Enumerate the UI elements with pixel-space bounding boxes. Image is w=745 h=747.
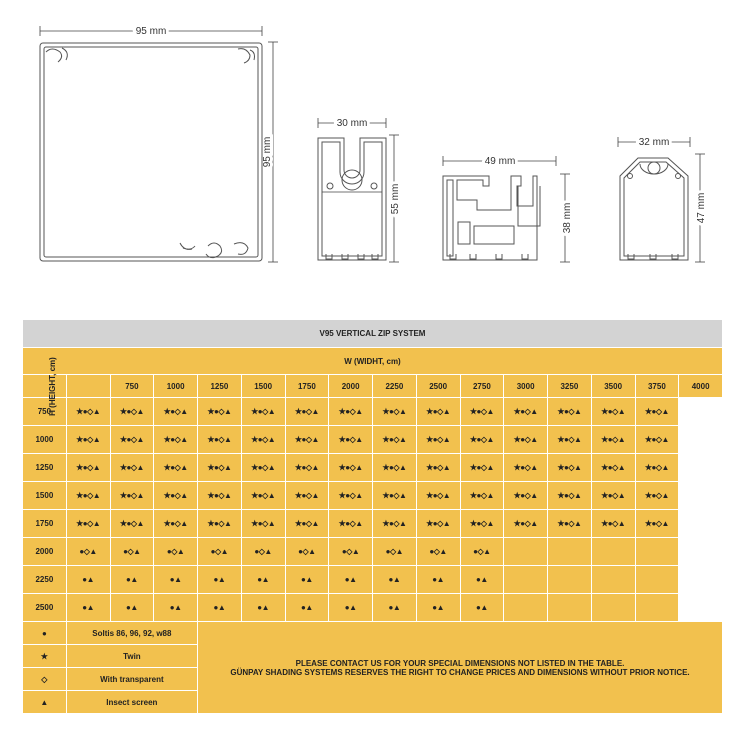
availability-cell: ★●◇▲ xyxy=(66,398,110,426)
availability-cell: ★●◇▲ xyxy=(154,426,198,454)
availability-cell: ●▲ xyxy=(110,566,154,594)
availability-cell: ●▲ xyxy=(110,594,154,622)
availability-cell: ●▲ xyxy=(329,594,373,622)
profile-4-width-label: 32 mm xyxy=(638,137,670,148)
availability-cell: ●◇▲ xyxy=(241,538,285,566)
legend-symbol: ◇ xyxy=(23,668,67,691)
availability-cell: ★●◇▲ xyxy=(548,398,592,426)
availability-cell: ★●◇▲ xyxy=(504,426,548,454)
table-row xyxy=(23,482,723,510)
availability-cell: ★●◇▲ xyxy=(241,426,285,454)
availability-cell: ★●◇▲ xyxy=(154,482,198,510)
availability-cell: ★●◇▲ xyxy=(110,398,154,426)
availability-cell: ★●◇▲ xyxy=(241,510,285,538)
width-column-header: 3750 xyxy=(635,375,679,398)
availability-cell: ★●◇▲ xyxy=(373,454,417,482)
availability-cell: ★●◇▲ xyxy=(460,398,504,426)
availability-cell: ●▲ xyxy=(154,566,198,594)
legend-label: Twin xyxy=(66,645,197,668)
width-column-header: 2750 xyxy=(460,375,504,398)
availability-cell: ★●◇▲ xyxy=(154,510,198,538)
table-row xyxy=(23,454,723,482)
availability-cell xyxy=(548,566,592,594)
availability-cell: ★●◇▲ xyxy=(635,510,679,538)
availability-cell: ★●◇▲ xyxy=(416,426,460,454)
height-row-header: 1750 xyxy=(23,510,67,538)
availability-cell: ★●◇▲ xyxy=(110,454,154,482)
legend-label: With transparent xyxy=(66,668,197,691)
availability-cell: ★●◇▲ xyxy=(66,454,110,482)
table-row xyxy=(23,510,723,538)
availability-cell: ★●◇▲ xyxy=(329,510,373,538)
availability-cell: ★●◇▲ xyxy=(416,454,460,482)
availability-cell: ★●◇▲ xyxy=(548,426,592,454)
table-row xyxy=(23,594,723,622)
legend-label: Soltis 86, 96, 92, w88 xyxy=(66,622,197,645)
availability-cell: ★●◇▲ xyxy=(285,454,329,482)
availability-cell: ★●◇▲ xyxy=(285,482,329,510)
availability-cell: ★●◇▲ xyxy=(416,482,460,510)
notice-text xyxy=(198,622,723,714)
availability-cell: ●▲ xyxy=(154,594,198,622)
height-header: H (HEIGHT, cm) xyxy=(47,356,57,416)
legend-symbol: ★ xyxy=(23,645,67,668)
availability-cell: ★●◇▲ xyxy=(373,426,417,454)
width-column-header: 2000 xyxy=(329,375,373,398)
availability-cell: ●▲ xyxy=(416,566,460,594)
availability-cell: ★●◇▲ xyxy=(460,454,504,482)
availability-cell: ★●◇▲ xyxy=(110,482,154,510)
width-column-header: 1000 xyxy=(154,375,198,398)
availability-cell: ●◇▲ xyxy=(154,538,198,566)
availability-cell: ★●◇▲ xyxy=(635,398,679,426)
profile-3-height-label: 38 mm xyxy=(562,202,573,234)
availability-cell: ★●◇▲ xyxy=(285,398,329,426)
table-row xyxy=(23,398,723,426)
availability-cell: ★●◇▲ xyxy=(635,426,679,454)
availability-cell: ●▲ xyxy=(460,594,504,622)
availability-cell: ★●◇▲ xyxy=(66,482,110,510)
width-column-header: 1250 xyxy=(198,375,242,398)
availability-cell: ●◇▲ xyxy=(416,538,460,566)
availability-cell: ★●◇▲ xyxy=(198,454,242,482)
table-row xyxy=(23,538,723,566)
availability-cell: ★●◇▲ xyxy=(110,426,154,454)
width-column-header: 3000 xyxy=(504,375,548,398)
availability-cell xyxy=(504,566,548,594)
availability-cell: ★●◇▲ xyxy=(548,454,592,482)
width-column-header: 4000 xyxy=(679,375,723,398)
availability-cell: ★●◇▲ xyxy=(154,454,198,482)
availability-cell: ★●◇▲ xyxy=(154,398,198,426)
availability-cell: ★●◇▲ xyxy=(329,398,373,426)
table-title: V95 VERTICAL ZIP SYSTEM xyxy=(23,320,723,348)
availability-cell: ★●◇▲ xyxy=(416,510,460,538)
availability-cell: ●▲ xyxy=(329,566,373,594)
availability-cell: ●◇▲ xyxy=(198,538,242,566)
availability-cell xyxy=(591,594,635,622)
height-row-header: 2000 xyxy=(23,538,67,566)
availability-cell xyxy=(635,566,679,594)
availability-cell: ★●◇▲ xyxy=(373,398,417,426)
availability-cell: ★●◇▲ xyxy=(591,454,635,482)
availability-cell: ●▲ xyxy=(373,566,417,594)
availability-cell: ★●◇▲ xyxy=(110,510,154,538)
availability-cell: ●◇▲ xyxy=(329,538,373,566)
availability-cell: ★●◇▲ xyxy=(504,398,548,426)
availability-cell: ★●◇▲ xyxy=(285,510,329,538)
availability-cell: ★●◇▲ xyxy=(241,398,285,426)
availability-cell: ●◇▲ xyxy=(66,538,110,566)
width-column-header: 2250 xyxy=(373,375,417,398)
availability-cell: ●◇▲ xyxy=(460,538,504,566)
availability-cell: ★●◇▲ xyxy=(241,454,285,482)
availability-cell: ●◇▲ xyxy=(285,538,329,566)
availability-cell: ★●◇▲ xyxy=(373,482,417,510)
availability-cell: ●▲ xyxy=(285,594,329,622)
availability-cell: ●▲ xyxy=(416,594,460,622)
availability-cell xyxy=(591,566,635,594)
width-column-header: 750 xyxy=(110,375,154,398)
availability-cell: ●▲ xyxy=(285,566,329,594)
availability-cell: ●▲ xyxy=(198,594,242,622)
availability-cell: ★●◇▲ xyxy=(591,398,635,426)
availability-cell: ●◇▲ xyxy=(373,538,417,566)
availability-cell: ★●◇▲ xyxy=(504,454,548,482)
notice-line-1: PLEASE CONTACT US FOR YOUR SPECIAL DIMENSIONS NOT LISTED IN THE TABLE. xyxy=(295,658,625,668)
width-column-header: 1500 xyxy=(241,375,285,398)
availability-cell: ★●◇▲ xyxy=(198,510,242,538)
availability-cell: ●▲ xyxy=(66,594,110,622)
profile-4-height-label: 47 mm xyxy=(696,192,707,224)
availability-cell: ★●◇▲ xyxy=(198,398,242,426)
availability-cell: ★●◇▲ xyxy=(198,482,242,510)
availability-cell: ★●◇▲ xyxy=(66,426,110,454)
legend-row xyxy=(23,622,723,645)
availability-cell xyxy=(635,538,679,566)
availability-cell: ★●◇▲ xyxy=(416,398,460,426)
availability-cell: ●▲ xyxy=(373,594,417,622)
profile-95x95 xyxy=(40,26,278,262)
profile-drawings xyxy=(0,0,745,300)
availability-cell: ★●◇▲ xyxy=(329,482,373,510)
table-row xyxy=(23,426,723,454)
availability-cell: ★●◇▲ xyxy=(66,510,110,538)
availability-cell: ●▲ xyxy=(241,594,285,622)
availability-cell: ●▲ xyxy=(198,566,242,594)
availability-cell xyxy=(635,594,679,622)
availability-cell: ★●◇▲ xyxy=(635,454,679,482)
availability-cell xyxy=(504,594,548,622)
availability-cell: ●▲ xyxy=(460,566,504,594)
profile-2-height-label: 55 mm xyxy=(390,183,401,215)
profile-1-height-label: 95 mm xyxy=(262,136,273,168)
height-row-header: 2250 xyxy=(23,566,67,594)
profile-49x38 xyxy=(443,156,573,262)
availability-cell: ★●◇▲ xyxy=(591,426,635,454)
availability-cell xyxy=(548,594,592,622)
height-row-header: 750 xyxy=(23,398,67,426)
availability-cell: ★●◇▲ xyxy=(460,510,504,538)
availability-cell: ★●◇▲ xyxy=(329,454,373,482)
availability-cell: ★●◇▲ xyxy=(591,482,635,510)
profile-1-width-label: 95 mm xyxy=(135,26,167,37)
availability-cell: ●▲ xyxy=(241,566,285,594)
height-row-header: 2500 xyxy=(23,594,67,622)
availability-cell: ★●◇▲ xyxy=(591,510,635,538)
height-row-header: 1000 xyxy=(23,426,67,454)
availability-cell: ★●◇▲ xyxy=(548,482,592,510)
width-column-header: 3500 xyxy=(591,375,635,398)
profile-32x47 xyxy=(618,137,707,262)
availability-cell xyxy=(504,538,548,566)
notice-line-2: GÜNPAY SHADING SYSTEMS RESERVES THE RIGHT TO CHANGE PRICES AND DIMENSIONS WITHOUT PRIOR NOTICE. xyxy=(230,667,690,677)
availability-cell: ●▲ xyxy=(66,566,110,594)
availability-cell: ★●◇▲ xyxy=(548,510,592,538)
availability-cell: ★●◇▲ xyxy=(635,482,679,510)
legend-symbol: ● xyxy=(23,622,67,645)
availability-cell: ★●◇▲ xyxy=(285,426,329,454)
availability-cell: ★●◇▲ xyxy=(460,482,504,510)
table-corner xyxy=(66,375,110,398)
profile-2-width-label: 30 mm xyxy=(336,118,368,129)
width-column-header: 3250 xyxy=(548,375,592,398)
width-header: W (WIDHT, cm) xyxy=(23,348,723,375)
availability-cell xyxy=(548,538,592,566)
availability-cell: ★●◇▲ xyxy=(329,426,373,454)
availability-cell: ★●◇▲ xyxy=(460,426,504,454)
availability-cell xyxy=(591,538,635,566)
availability-cell: ★●◇▲ xyxy=(373,510,417,538)
zip-system-table xyxy=(22,319,723,714)
profile-30x55 xyxy=(318,118,401,262)
width-column-header: 1750 xyxy=(285,375,329,398)
height-row-header: 1500 xyxy=(23,482,67,510)
legend-symbol: ▲ xyxy=(23,691,67,714)
width-column-header: 2500 xyxy=(416,375,460,398)
availability-cell: ●◇▲ xyxy=(110,538,154,566)
availability-cell: ★●◇▲ xyxy=(504,482,548,510)
availability-cell: ★●◇▲ xyxy=(241,482,285,510)
availability-cell: ★●◇▲ xyxy=(198,426,242,454)
legend-label: Insect screen xyxy=(66,691,197,714)
height-row-header: 1250 xyxy=(23,454,67,482)
availability-cell: ★●◇▲ xyxy=(504,510,548,538)
profile-3-width-label: 49 mm xyxy=(484,156,516,167)
table-row xyxy=(23,566,723,594)
